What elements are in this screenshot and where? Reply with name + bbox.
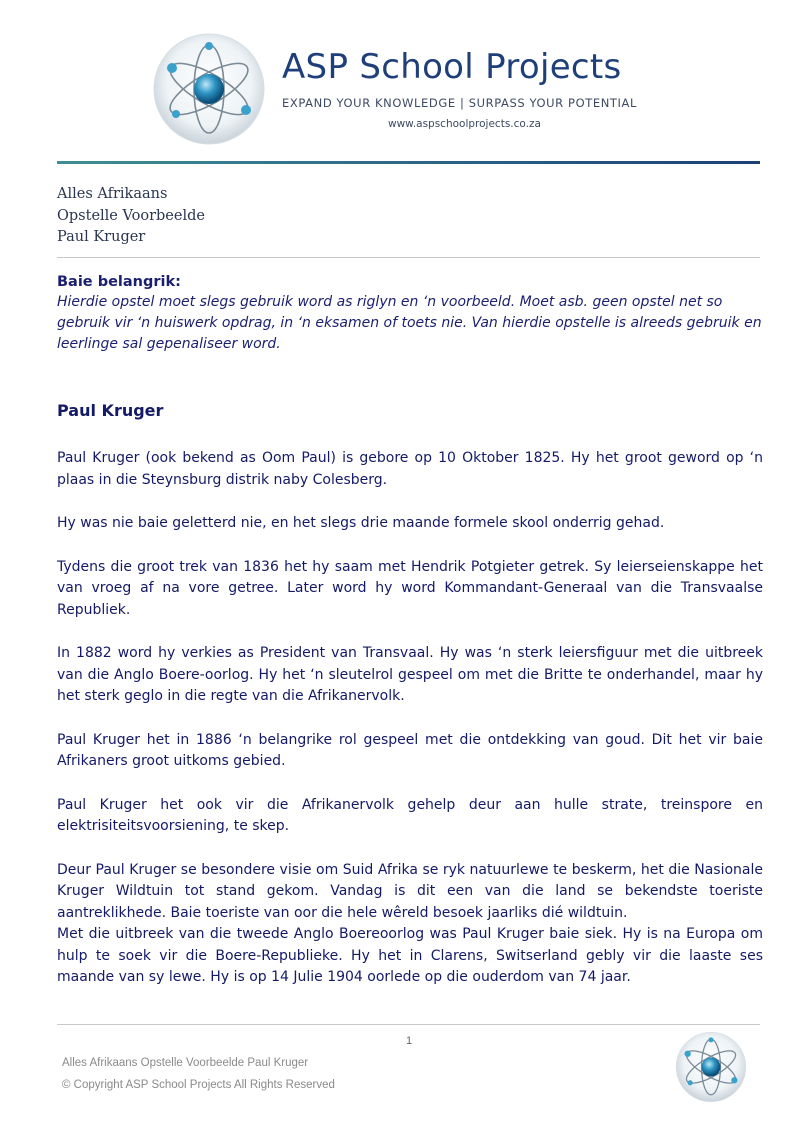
- notice-text: Hierdie opstel moet slegs gebruik word as riglyn en ‘n voorbeeld. Moet asb. geen opstel net so gebruik vir ‘n huiswerk opdrag, in ‘n eksamen of toets nie. Van hierdie opstelle is alreeds gebruik en leerlinge sal gepenaliseer word.: [57, 294, 762, 352]
- essay-paragraph: Paul Kruger (ook bekend as Oom Paul) is gebore op 10 Oktober 1825. Hy het groot geword op ‘n plaas in die Steynsburg distrik naby Colesberg.: [57, 450, 763, 488]
- notice-title: Baie belangrik:: [57, 274, 181, 290]
- meta-line-category: Alles Afrikaans: [57, 186, 168, 202]
- essay-paragraph: In 1882 word hy verkies as President van Transvaal. Hy was ‘n sterk leiersfiguur met die uitbreek van die Anglo Boere-oorlog. Hy het ‘n sleutelrol gespeel om met die Britte te onderhandel, maar hy het sterk geglo in die regte van die Afrikanervolk.: [57, 645, 763, 704]
- essay-paragraph: Hy was nie baie geletterd nie, en het slegs drie maande formele skool onderrig gehad.: [57, 515, 665, 531]
- atom-logo-icon: [152, 32, 266, 146]
- page-number: 1: [405, 1035, 413, 1047]
- essay-paragraph: Paul Kruger het ook vir die Afrikanervolk gehelp deur aan hulle strate, treinspore en elektrisiteitsvoorsiening, te skep.: [57, 796, 763, 834]
- document-meta: [57, 184, 205, 249]
- brand-website-link[interactable]: www.aspschoolprojects.co.za: [388, 118, 541, 130]
- essay-title: Paul Kruger: [57, 401, 164, 420]
- header-divider: [57, 161, 760, 164]
- footer-text: [62, 1052, 335, 1096]
- atom-logo-icon: [675, 1031, 747, 1103]
- essay-body: [57, 448, 763, 989]
- brand-title: ASP School Projects: [282, 47, 622, 87]
- footer-divider: [57, 1024, 760, 1025]
- footer-document-name: Alles Afrikaans Opstelle Voorbeelde Paul Kruger: [62, 1057, 309, 1069]
- footer-copyright: © Copyright ASP School Projects All Rights Reserved: [62, 1079, 335, 1091]
- meta-line-topic: Paul Kruger: [57, 229, 146, 245]
- brand-block: [282, 44, 682, 130]
- meta-divider: [57, 257, 760, 258]
- meta-line-section: Opstelle Voorbeelde: [57, 207, 205, 224]
- brand-tagline: EXPAND YOUR KNOWLEDGE | SURPASS YOUR POTENTIAL: [282, 96, 638, 110]
- essay-paragraph: Met die uitbreek van die tweede Anglo Boereoorlog was Paul Kruger baie siek. Hy is na Europa om hulp te soek vir die Boere-Republieke. Hy het in Clarens, Switserland gebly vir die laaste ses maande van sy lewe. Hy is op 14 Julie 1904 oorlede op die ouderdom van 74 jaar.: [57, 926, 763, 985]
- important-notice: [57, 272, 763, 355]
- essay-paragraph: Deur Paul Kruger se besondere visie om Suid Afrika se ryk natuurlewe te beskerm, het die Nasionale Kruger Wildtuin tot stand gekom. Vandag is dit een van die land se bekendste toeriste aantreklikhede. Baie toeriste van oor die hele wêreld besoek jaarliks dié wildtuin.: [57, 861, 763, 921]
- essay-paragraph: Paul Kruger het in 1886 ‘n belangrike rol gespeel met die ontdekking van goud. Dit het vir baie Afrikaners groot uitkoms gebied.: [57, 731, 763, 769]
- essay-paragraph: Tydens die groot trek van 1836 het hy saam met Hendrik Potgieter getrek. Sy leierseienskappe het van vroeg af na vore getree. Later word hy word Kommandant-Generaal van die Transvaalse Republiek.: [57, 558, 763, 618]
